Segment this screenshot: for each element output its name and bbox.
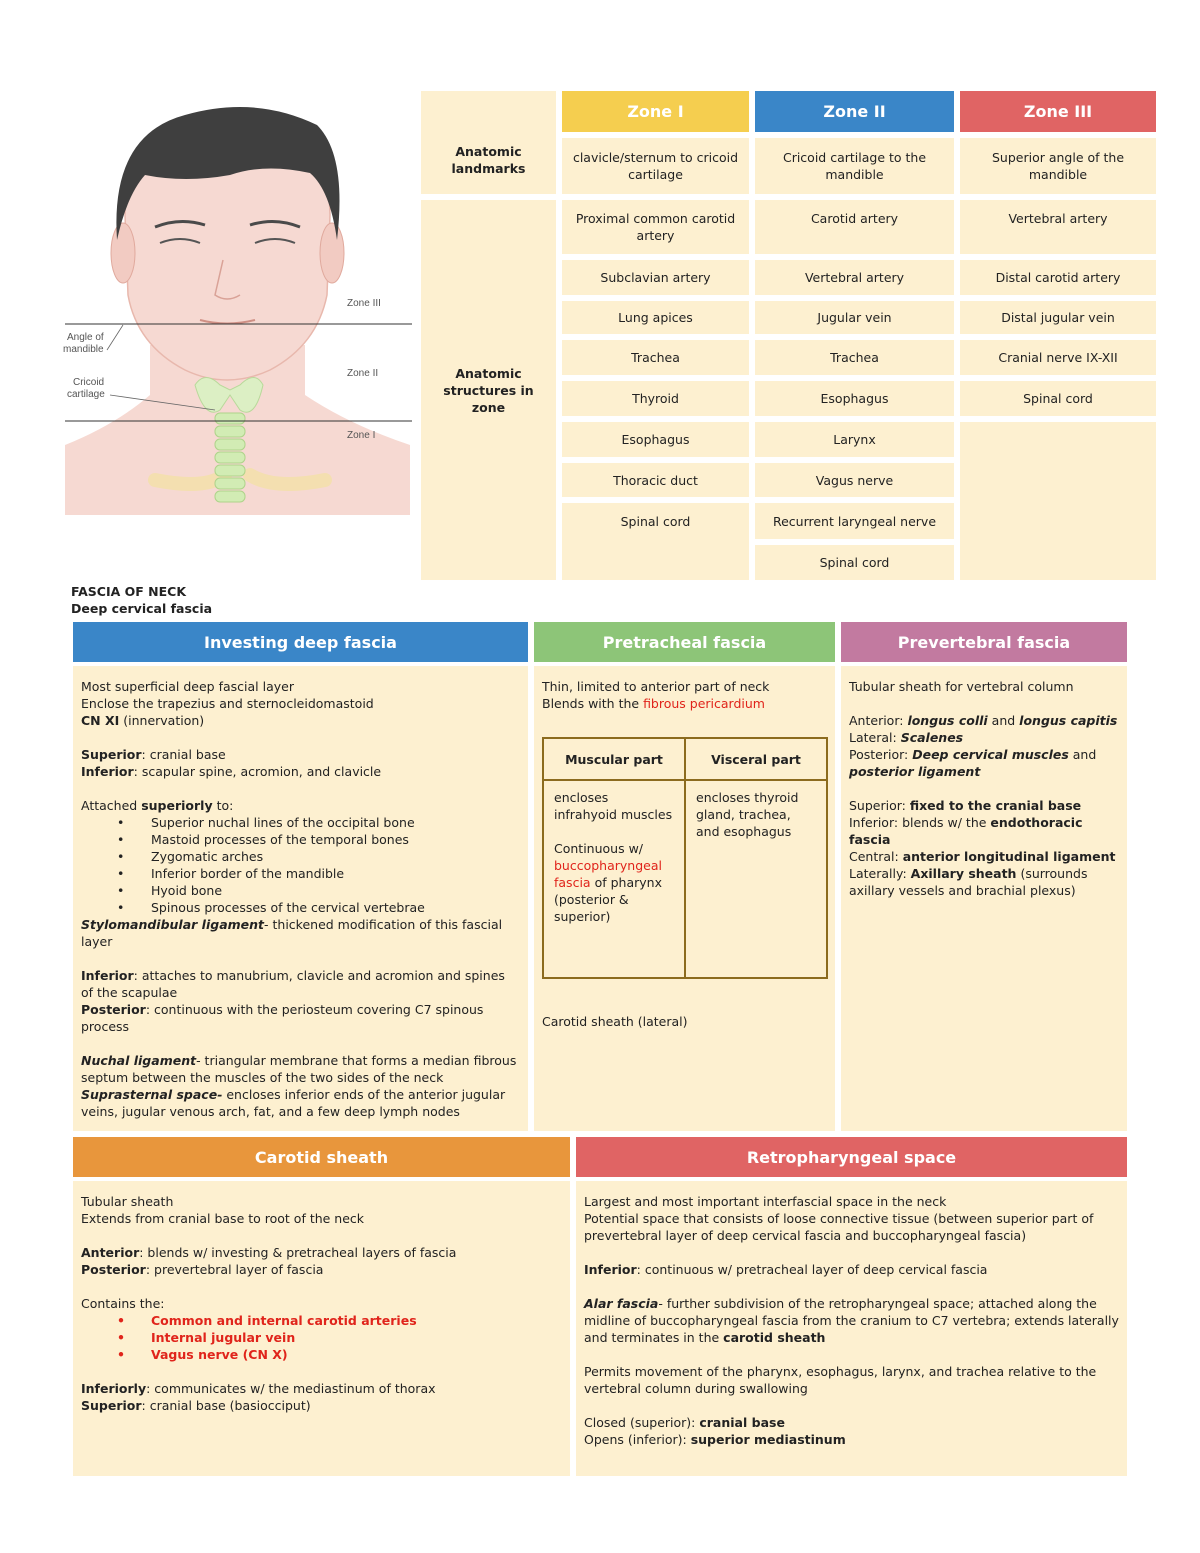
zone-ii-structure: Trachea: [755, 340, 954, 375]
carotid-bullet: • Internal jugular vein: [81, 1329, 562, 1346]
prevertebral-line: [849, 865, 1119, 899]
inv-cn-bold: CN XI: [81, 713, 120, 728]
muscular-line: [554, 840, 674, 925]
muscular-part-cell: [543, 780, 685, 978]
prevertebral-line: [849, 729, 1119, 746]
pretracheal-line: Thin, limited to anterior part of neck: [542, 679, 770, 694]
inv-inf-text: : scapular spine, acromion, and clavicle: [133, 764, 382, 779]
inv-cn-text: (innervation): [119, 713, 205, 728]
cricoid-label-2: cartilage: [67, 389, 105, 400]
inv-post-bold: Posterior: [81, 1002, 146, 1017]
muscular-line: encloses infrahyoid muscles: [554, 790, 673, 822]
zone-ii-structure: Jugular vein: [755, 301, 954, 334]
investing-bullet: • Zygomatic arches: [81, 848, 520, 865]
investing-line: [81, 746, 520, 763]
investing-body: [73, 666, 528, 1131]
ret-alar-text: - further subdivision of the retropharyngeal space; attached along the midline of buccopharyngeal fascia from the cranium to C7 vertebra; extends laterally and terminates in the: [584, 1296, 1119, 1345]
investing-line: [81, 916, 520, 950]
prev-latr-bold: Axillary sheath: [910, 866, 1017, 881]
inv-nuch-bold: Nuchal ligament: [81, 1053, 197, 1068]
prev-sup-bold: fixed to the cranial base: [909, 798, 1082, 813]
pre-l2-red: fibrous pericardium: [643, 696, 765, 711]
zone-ii-structure: Esophagus: [755, 381, 954, 416]
carotid-line: [81, 1261, 562, 1278]
retro-line: [584, 1414, 1119, 1431]
zone-iii-structure: Cranial nerve IX-XII: [960, 340, 1156, 375]
pretracheal-header: [534, 622, 835, 662]
zone-iii-label: Zone III: [347, 298, 381, 309]
zone-i-landmark: clavicle/sternum to cricoid cartilage: [562, 138, 749, 194]
zone-i-structure: Trachea: [562, 340, 749, 375]
zone-iii-structure: Distal carotid artery: [960, 260, 1156, 295]
prevertebral-line: [849, 746, 1119, 780]
investing-header: [73, 622, 528, 662]
carotid-line: Tubular sheath: [81, 1194, 174, 1209]
ret-alar-bold: Alar fascia: [584, 1296, 659, 1311]
inv-inf2-bold: Inferior: [81, 968, 134, 983]
prev-post-b1: Deep cervical muscles: [912, 747, 1069, 762]
zone-i-header-text: Zone I: [627, 102, 684, 121]
zone-ii-structure: Vagus nerve: [755, 463, 954, 497]
carotid-bullet: • Vagus nerve (CN X): [81, 1346, 562, 1363]
zone-ii-structure: Vertebral artery: [755, 260, 954, 295]
investing-bullet: • Superior nuchal lines of the occipital bone: [81, 814, 520, 831]
ret-opens-text: Opens (inferior):: [584, 1432, 691, 1447]
row-label-structures-text: Anatomic structures in zone: [443, 365, 534, 415]
investing-line: Most superficial deep fascial layer: [81, 679, 294, 694]
investing-line: [81, 1052, 520, 1086]
prevertebral-line: [849, 712, 1119, 729]
car-ant-text: : blends w/ investing & pretracheal layers of fascia: [139, 1245, 457, 1260]
inv-inf-bold: Inferior: [81, 764, 134, 779]
angle-label-2: mandible: [63, 344, 104, 355]
investing-line: [81, 1001, 520, 1035]
carotid-line: Extends from cranial base to root of the neck: [81, 1211, 365, 1226]
pre-l2-text: Blends with the: [542, 696, 644, 711]
section-title: FASCIA OF NECK: [71, 584, 187, 599]
carotid-line: [81, 1397, 562, 1414]
zone-i-structure: Thoracic duct: [562, 463, 749, 497]
retro-header: [576, 1137, 1127, 1177]
prevertebral-header: [841, 622, 1127, 662]
carotid-line: [81, 1380, 562, 1397]
investing-bullet: • Mastoid processes of the temporal bones: [81, 831, 520, 848]
prev-ant-text: Anterior:: [849, 713, 908, 728]
prev-ant-b2: longus capitis: [1019, 713, 1118, 728]
car-post-text: : prevertebral layer of fascia: [145, 1262, 324, 1277]
prev-latr-t2: (surrounds axillary vessels and brachial plexus): [849, 866, 1088, 898]
zone-i-structure: Thyroid: [562, 381, 749, 416]
head-neck-drawing: [55, 95, 420, 515]
inv-stylo-text: - thickened modification of this fascial layer: [81, 917, 503, 949]
prev-ant-b1: longus colli: [907, 713, 988, 728]
inv-sup-bold: Superior: [81, 747, 142, 762]
zone-i-label: Zone I: [347, 430, 376, 441]
carotid-bullet: • Common and internal carotid arteries: [81, 1312, 562, 1329]
car-infly-text: : communicates w/ the mediastinum of thorax: [146, 1381, 436, 1396]
prevertebral-title: Prevertebral fascia: [897, 632, 1071, 652]
investing-line: [81, 712, 520, 729]
prevertebral-line: [849, 797, 1119, 814]
ret-closed-bold: cranial base: [699, 1415, 785, 1430]
prevertebral-line: [849, 848, 1119, 865]
carotid-header: [73, 1137, 570, 1177]
prevertebral-body: [841, 666, 1127, 1131]
retro-body: [576, 1181, 1127, 1476]
prevertebral-line: Tubular sheath for vertebral column: [849, 679, 1074, 694]
pretracheal-parts-table: [542, 737, 828, 979]
prev-lat-bold: Scalenes: [900, 730, 964, 745]
pretracheal-body: [534, 666, 835, 1131]
carotid-title: Carotid sheath: [254, 1147, 389, 1167]
carotid-line: [81, 1244, 562, 1261]
visceral-part-header: Visceral part: [685, 738, 827, 780]
zone-i-structure: Spinal cord: [562, 503, 749, 580]
retro-line: Permits movement of the pharynx, esophagus, larynx, and trachea relative to the vertebral column during swallowing: [584, 1364, 1097, 1396]
cricoid-label-1: Cricoid: [73, 377, 105, 388]
inv-inf2-text: : attaches to manubrium, clavicle and acromion and spines of the scapulae: [81, 968, 505, 1000]
prev-lat-text: Lateral:: [849, 730, 901, 745]
car-ant-bold: Anterior: [81, 1245, 140, 1260]
zone-i-structure: Esophagus: [562, 422, 749, 457]
zone-iii-empty: [960, 422, 1156, 580]
retro-line: [584, 1431, 1119, 1448]
pretracheal-line: Carotid sheath (lateral): [542, 1014, 688, 1029]
neck-zones-illustration: [55, 95, 420, 515]
investing-line: [81, 1086, 520, 1120]
investing-bullet: • Inferior border of the mandible: [81, 865, 520, 882]
zone-ii-structure: Spinal cord: [755, 545, 954, 580]
prevertebral-line: [849, 814, 1119, 848]
retro-line: Potential space that consists of loose connective tissue (between superior part of prevertebral layer of deep cervical fascia and buccopharyngeal fascia): [584, 1211, 1094, 1243]
inv-nuch-text: - triangular membrane that forms a median fibrous septum between the muscles of the two sides of the neck: [81, 1053, 517, 1085]
zone-i-structure: Proximal common carotid artery: [562, 200, 749, 254]
muscular-part-header: Muscular part: [543, 738, 685, 780]
prev-sup-text: Superior:: [849, 798, 910, 813]
prev-post-text: Posterior:: [849, 747, 913, 762]
zone-i-header: [562, 91, 749, 132]
inv-stylo-bold: Stylomandibular ligament: [81, 917, 265, 932]
investing-line: Enclose the trapezius and sternocleidomastoid: [81, 696, 374, 711]
zone-iii-structure: Distal jugular vein: [960, 301, 1156, 334]
visceral-part-cell: encloses thyroid gland, trachea, and esophagus: [685, 780, 827, 978]
zone-ii-label: Zone II: [347, 368, 379, 379]
section-subtitle: Deep cervical fascia: [71, 601, 213, 616]
car-infly-bold: Inferiorly: [81, 1381, 147, 1396]
zone-ii-header-text: Zone II: [823, 102, 886, 121]
prev-post-t2: and: [1068, 747, 1097, 762]
investing-line: [81, 797, 520, 814]
prev-cen-bold: anterior longitudinal ligament: [902, 849, 1116, 864]
inv-supra-text: encloses inferior ends of the anterior jugular veins, jugular venous arch, fat, and a few deep lymph nodes: [81, 1087, 506, 1119]
zone-iii-header: [960, 91, 1156, 132]
row-label-landmarks-text: Anatomic landmarks: [451, 144, 526, 176]
ret-inf-bold: Inferior: [584, 1262, 637, 1277]
zone-i-structure: Lung apices: [562, 301, 749, 334]
zone-iii-header-text: Zone III: [1023, 102, 1093, 121]
inv-att-text: Attached: [81, 798, 142, 813]
trachea-rings: [215, 413, 245, 502]
investing-bullet: • Hyoid bone: [81, 882, 520, 899]
mus-cont-text2: of pharynx (posterior & superior): [554, 875, 662, 924]
inv-supra-bold: Suprasternal space-: [81, 1087, 223, 1102]
mus-cont-red: buccopharyngeal fascia: [554, 858, 662, 890]
ret-closed-text: Closed (superior):: [584, 1415, 700, 1430]
carotid-body: [73, 1181, 570, 1476]
investing-bullet: • Spinous processes of the cervical vertebrae: [81, 899, 520, 916]
car-sup-text: : cranial base (basiocciput): [141, 1398, 311, 1413]
prev-inf-text: Inferior: blends w/ the: [849, 815, 991, 830]
inv-att-bold: superiorly: [141, 798, 213, 813]
zone-iii-landmark: Superior angle of the mandible: [960, 138, 1156, 194]
prev-cen-text: Central:: [849, 849, 903, 864]
zone-ii-structure: Recurrent laryngeal nerve: [755, 503, 954, 539]
zone-ii-structure: Larynx: [755, 422, 954, 457]
car-post-bold: Posterior: [81, 1262, 146, 1277]
ret-alar-bold2: carotid sheath: [723, 1330, 826, 1345]
pretracheal-line: [542, 695, 827, 712]
ret-opens-bold: superior mediastinum: [690, 1432, 846, 1447]
prev-post-b2: posterior ligament: [849, 764, 981, 779]
investing-title: Investing deep fascia: [204, 632, 397, 652]
carotid-line: Contains the:: [81, 1296, 165, 1311]
prev-latr-text: Laterally:: [849, 866, 911, 881]
investing-line: [81, 967, 520, 1001]
ret-inf-text: : continuous w/ pretracheal layer of deep cervical fascia: [636, 1262, 988, 1277]
zone-iii-structure: Spinal cord: [960, 381, 1156, 416]
inv-sup-text: : cranial base: [141, 747, 226, 762]
zone-ii-header: [755, 91, 954, 132]
zone-ii-landmark: Cricoid cartilage to the mandible: [755, 138, 954, 194]
inv-att-text2: to:: [212, 798, 234, 813]
retro-title: Retropharyngeal space: [746, 1147, 957, 1167]
prev-ant-t2: and: [987, 713, 1020, 728]
zone-i-structure: Subclavian artery: [562, 260, 749, 295]
row-label-landmarks: [421, 91, 556, 194]
zone-iii-structure: Vertebral artery: [960, 200, 1156, 254]
pretracheal-title: Pretracheal fascia: [602, 632, 767, 652]
retro-line: [584, 1261, 1119, 1278]
retro-line: [584, 1295, 1119, 1346]
inv-post-text: : continuous with the periosteum covering C7 spinous process: [81, 1002, 484, 1034]
prev-inf-bold: endothoracic fascia: [849, 815, 1083, 847]
mus-cont-text: Continuous w/: [554, 841, 644, 856]
investing-line: [81, 763, 520, 780]
retro-line: Largest and most important interfascial space in the neck: [584, 1194, 947, 1209]
row-label-structures: [421, 200, 556, 580]
zone-ii-structure: Carotid artery: [755, 200, 954, 254]
car-sup-bold: Superior: [81, 1398, 142, 1413]
angle-label-1: Angle of: [67, 332, 104, 343]
